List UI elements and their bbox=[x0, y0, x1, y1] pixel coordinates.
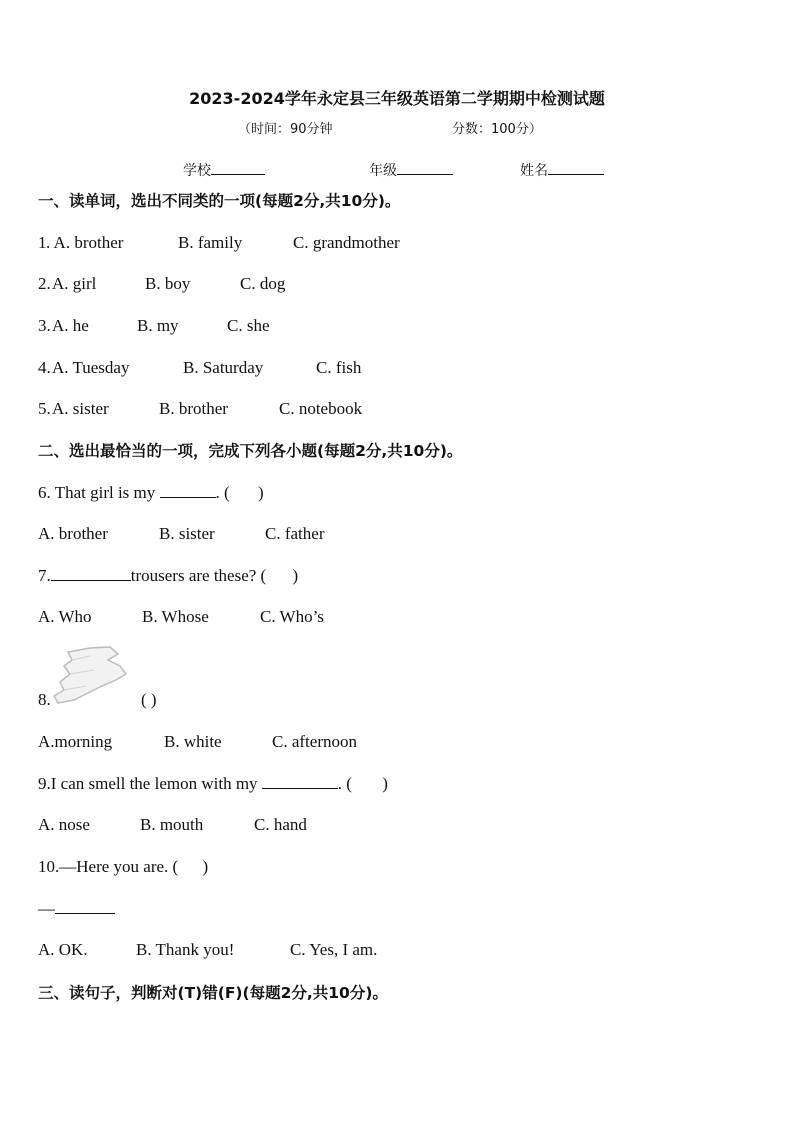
q7-close: ) bbox=[292, 566, 299, 585]
q5-option-c: C. notebook bbox=[279, 399, 363, 418]
q10-stem bbox=[38, 857, 208, 877]
q8-option-b: B. white bbox=[164, 732, 222, 751]
q10-reply bbox=[38, 899, 115, 919]
exam-score: 分数：100分） bbox=[452, 122, 542, 137]
q6-blank[interactable] bbox=[160, 483, 216, 498]
q9-option-c: C. hand bbox=[254, 815, 307, 834]
q4-number: 4. bbox=[38, 358, 51, 377]
q2-option-a: A. girl bbox=[52, 274, 97, 293]
q10-option-c: C. Yes, I am. bbox=[290, 940, 378, 959]
grade-field[interactable] bbox=[369, 160, 453, 180]
q9-stem bbox=[38, 774, 388, 794]
section2-heading: 二、选出最恰当的一项，完成下列各小题(每题2分,共10分)。 bbox=[38, 442, 463, 460]
q4-option-b: B. Saturday bbox=[183, 358, 264, 377]
section1-heading: 一、读单词，选出不同类的一项(每题2分,共10分)。 bbox=[38, 192, 401, 210]
q9-option-a: A. nose bbox=[38, 815, 90, 834]
q6-option-a: A. brother bbox=[38, 524, 108, 543]
q6-stem-pre: 6. That girl is my bbox=[38, 483, 156, 502]
q1-option-c: C. grandmother bbox=[293, 233, 400, 252]
q9-close: ) bbox=[382, 774, 388, 793]
section3-heading: 三、读句子，判断对(T)错(F)(每题2分,共10分)。 bbox=[38, 984, 388, 1002]
q3-option-b: B. my bbox=[137, 316, 179, 335]
q7-option-c: C. Who’s bbox=[260, 607, 324, 626]
q2-option-c: C. dog bbox=[240, 274, 286, 293]
name-blank[interactable] bbox=[548, 160, 604, 175]
q7-option-b: B. Whose bbox=[142, 607, 209, 626]
q7-stem bbox=[38, 566, 298, 586]
q9-stem-post: . ( bbox=[337, 774, 352, 793]
q8-number: 8. bbox=[38, 690, 51, 709]
q7-number: 7. bbox=[38, 566, 51, 585]
q9-option-b: B. mouth bbox=[140, 815, 204, 834]
q1-number: 1 bbox=[38, 233, 47, 252]
q8-paren: ( ) bbox=[141, 690, 157, 709]
q3-option-c: C. she bbox=[227, 316, 270, 335]
q3-option-a: A. he bbox=[52, 316, 89, 335]
q5-option-a: A. sister bbox=[52, 399, 109, 418]
q6-stem bbox=[38, 483, 264, 503]
q10-close: ) bbox=[202, 857, 209, 876]
q8-option-c: C. afternoon bbox=[272, 732, 357, 751]
q7-blank[interactable] bbox=[51, 566, 131, 581]
q10-blank[interactable] bbox=[55, 899, 115, 914]
grade-label: 年级 bbox=[369, 163, 397, 179]
q6-stem-post: . ( bbox=[215, 483, 230, 502]
page-title: 2023-2024学年永定县三年级英语第二学期期中检测试题 bbox=[189, 89, 605, 108]
school-field[interactable] bbox=[183, 160, 265, 180]
q10-number: 10. bbox=[38, 857, 60, 876]
name-label: 姓名 bbox=[520, 163, 548, 179]
q10-option-a: A. OK. bbox=[38, 940, 88, 959]
q6-option-c: C. father bbox=[265, 524, 325, 543]
q6-close: ) bbox=[257, 483, 264, 502]
q10-option-b: B. Thank you! bbox=[136, 940, 235, 959]
exam-time: （时间：90分钟 bbox=[238, 122, 333, 137]
q5-option-b: B. brother bbox=[159, 399, 228, 418]
q1-option-a: . A. brother bbox=[46, 233, 124, 252]
q6-option-b: B. sister bbox=[159, 524, 215, 543]
school-blank[interactable] bbox=[211, 160, 265, 175]
grade-blank[interactable] bbox=[397, 160, 453, 175]
q10-dash: — bbox=[38, 899, 55, 918]
q2-number: 2. bbox=[38, 274, 51, 293]
q4-option-c: C. fish bbox=[316, 358, 362, 377]
q4-option-a: A. Tuesday bbox=[52, 358, 130, 377]
q7-stem-post: trousers are these? ( bbox=[130, 566, 267, 585]
q9-stem-pre: 9.I can smell the lemon with my bbox=[38, 774, 258, 793]
q5-number: 5. bbox=[38, 399, 51, 418]
q7-option-a: A. Who bbox=[38, 607, 92, 626]
q1-option-b: B. family bbox=[178, 233, 243, 252]
q2-option-b: B. boy bbox=[145, 274, 191, 293]
school-label: 学校 bbox=[183, 163, 211, 179]
drawing-image bbox=[50, 644, 132, 706]
name-field[interactable] bbox=[520, 160, 604, 180]
q10-text: —Here you are. ( bbox=[59, 857, 179, 876]
q9-blank[interactable] bbox=[262, 774, 338, 789]
q8-option-a: A.morning bbox=[38, 732, 113, 751]
q3-number: 3. bbox=[38, 316, 51, 335]
